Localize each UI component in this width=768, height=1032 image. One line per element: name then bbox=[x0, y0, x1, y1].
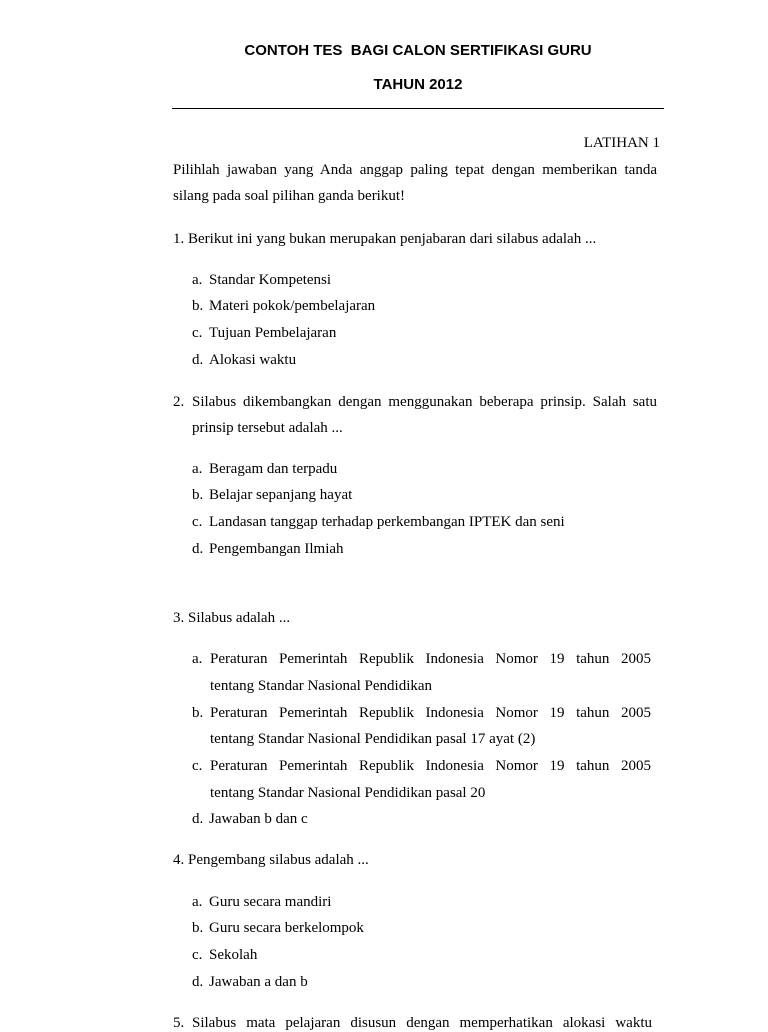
option-3a-line-2: tentang Standar Nasional Pendidikan bbox=[210, 678, 433, 694]
question-text: Pengembang silabus adalah ... bbox=[188, 852, 369, 868]
question-number: 3. bbox=[173, 610, 185, 626]
option-3d bbox=[192, 811, 308, 828]
option-text: Beragam dan terpadu bbox=[209, 461, 338, 477]
option-letter: c. bbox=[192, 514, 203, 530]
option-letter: c. bbox=[192, 947, 203, 963]
option-3a-line-1: Peraturan Pemerintah Republik Indonesia Nomor 19 tahun 2005 bbox=[210, 651, 651, 667]
option-text: Standar Kompetensi bbox=[209, 272, 332, 288]
option-letter: d. bbox=[192, 352, 204, 368]
option-letter: a. bbox=[192, 272, 203, 288]
option-2d bbox=[192, 541, 344, 558]
question-2-text-line-2: prinsip tersebut adalah ... bbox=[192, 420, 343, 436]
option-4c bbox=[192, 947, 257, 964]
option-4b bbox=[192, 920, 364, 937]
option-text: Jawaban b dan c bbox=[209, 811, 308, 827]
option-letter: c. bbox=[192, 325, 203, 341]
title-divider bbox=[172, 108, 664, 109]
question-text: Silabus adalah ... bbox=[188, 610, 291, 626]
option-letter: d. bbox=[192, 974, 204, 990]
instruction-line-1: Pilihlah jawaban yang Anda anggap paling tepat dengan memberikan tanda bbox=[173, 162, 657, 178]
option-2c bbox=[192, 514, 565, 531]
option-3a-letter: a. bbox=[192, 651, 203, 667]
option-text: Sekolah bbox=[209, 947, 258, 963]
option-text: Guru secara berkelompok bbox=[209, 920, 364, 936]
option-1c bbox=[192, 325, 336, 342]
option-letter: d. bbox=[192, 541, 204, 557]
option-3b-letter: b. bbox=[192, 705, 204, 721]
option-1b bbox=[192, 298, 375, 315]
question-2-text-line-1: Silabus dikembangkan dengan menggunakan beberapa prinsip. Salah satu bbox=[192, 394, 657, 410]
option-letter: a. bbox=[192, 894, 203, 910]
question-number: 1. bbox=[173, 231, 185, 247]
option-3b-line-2: tentang Standar Nasional Pendidikan pasal 17 ayat (2) bbox=[210, 731, 536, 747]
option-letter: a. bbox=[192, 461, 203, 477]
question-3 bbox=[173, 610, 290, 627]
document-year-title: TAHUN 2012 bbox=[373, 76, 463, 93]
option-text: Alokasi waktu bbox=[209, 352, 297, 368]
section-label: LATIHAN 1 bbox=[583, 135, 660, 151]
question-5-number: 5. bbox=[173, 1015, 185, 1031]
option-letter: b. bbox=[192, 920, 204, 936]
question-2-number: 2. bbox=[173, 394, 185, 410]
option-text: Belajar sepanjang hayat bbox=[209, 487, 353, 503]
option-letter: d. bbox=[192, 811, 204, 827]
option-3b-line-1: Peraturan Pemerintah Republik Indonesia Nomor 19 tahun 2005 bbox=[210, 705, 651, 721]
option-1a bbox=[192, 272, 331, 289]
option-text: Guru secara mandiri bbox=[209, 894, 332, 910]
option-text: Pengembangan Ilmiah bbox=[209, 541, 344, 557]
option-4d bbox=[192, 974, 308, 991]
option-3c-line-1: Peraturan Pemerintah Republik Indonesia Nomor 19 tahun 2005 bbox=[210, 758, 651, 774]
option-1d bbox=[192, 352, 296, 369]
question-number: 4. bbox=[173, 852, 185, 868]
option-3c-letter: c. bbox=[192, 758, 203, 774]
question-1 bbox=[173, 231, 596, 248]
question-text: Berikut ini yang bukan merupakan penjabaran dari silabus adalah ... bbox=[188, 231, 597, 247]
option-letter: b. bbox=[192, 298, 204, 314]
document-title: CONTOH TES BAGI CALON SERTIFIKASI GURU bbox=[244, 42, 592, 59]
option-text: Landasan tanggap terhadap perkembangan IPTEK dan seni bbox=[209, 514, 565, 530]
option-letter: b. bbox=[192, 487, 204, 503]
instruction-line-2: silang pada soal pilihan ganda berikut! bbox=[173, 188, 406, 204]
option-2b bbox=[192, 487, 352, 504]
option-text: Materi pokok/pembelajaran bbox=[209, 298, 376, 314]
option-text: Jawaban a dan b bbox=[209, 974, 308, 990]
option-2a bbox=[192, 461, 337, 478]
option-text: Tujuan Pembelajaran bbox=[209, 325, 337, 341]
question-5-text-line-1: Silabus mata pelajaran disusun dengan memperhatikan alokasi waktu bbox=[192, 1015, 652, 1031]
option-3c-line-2: tentang Standar Nasional Pendidikan pasal 20 bbox=[210, 785, 486, 801]
option-4a bbox=[192, 894, 331, 911]
question-4 bbox=[173, 852, 369, 869]
